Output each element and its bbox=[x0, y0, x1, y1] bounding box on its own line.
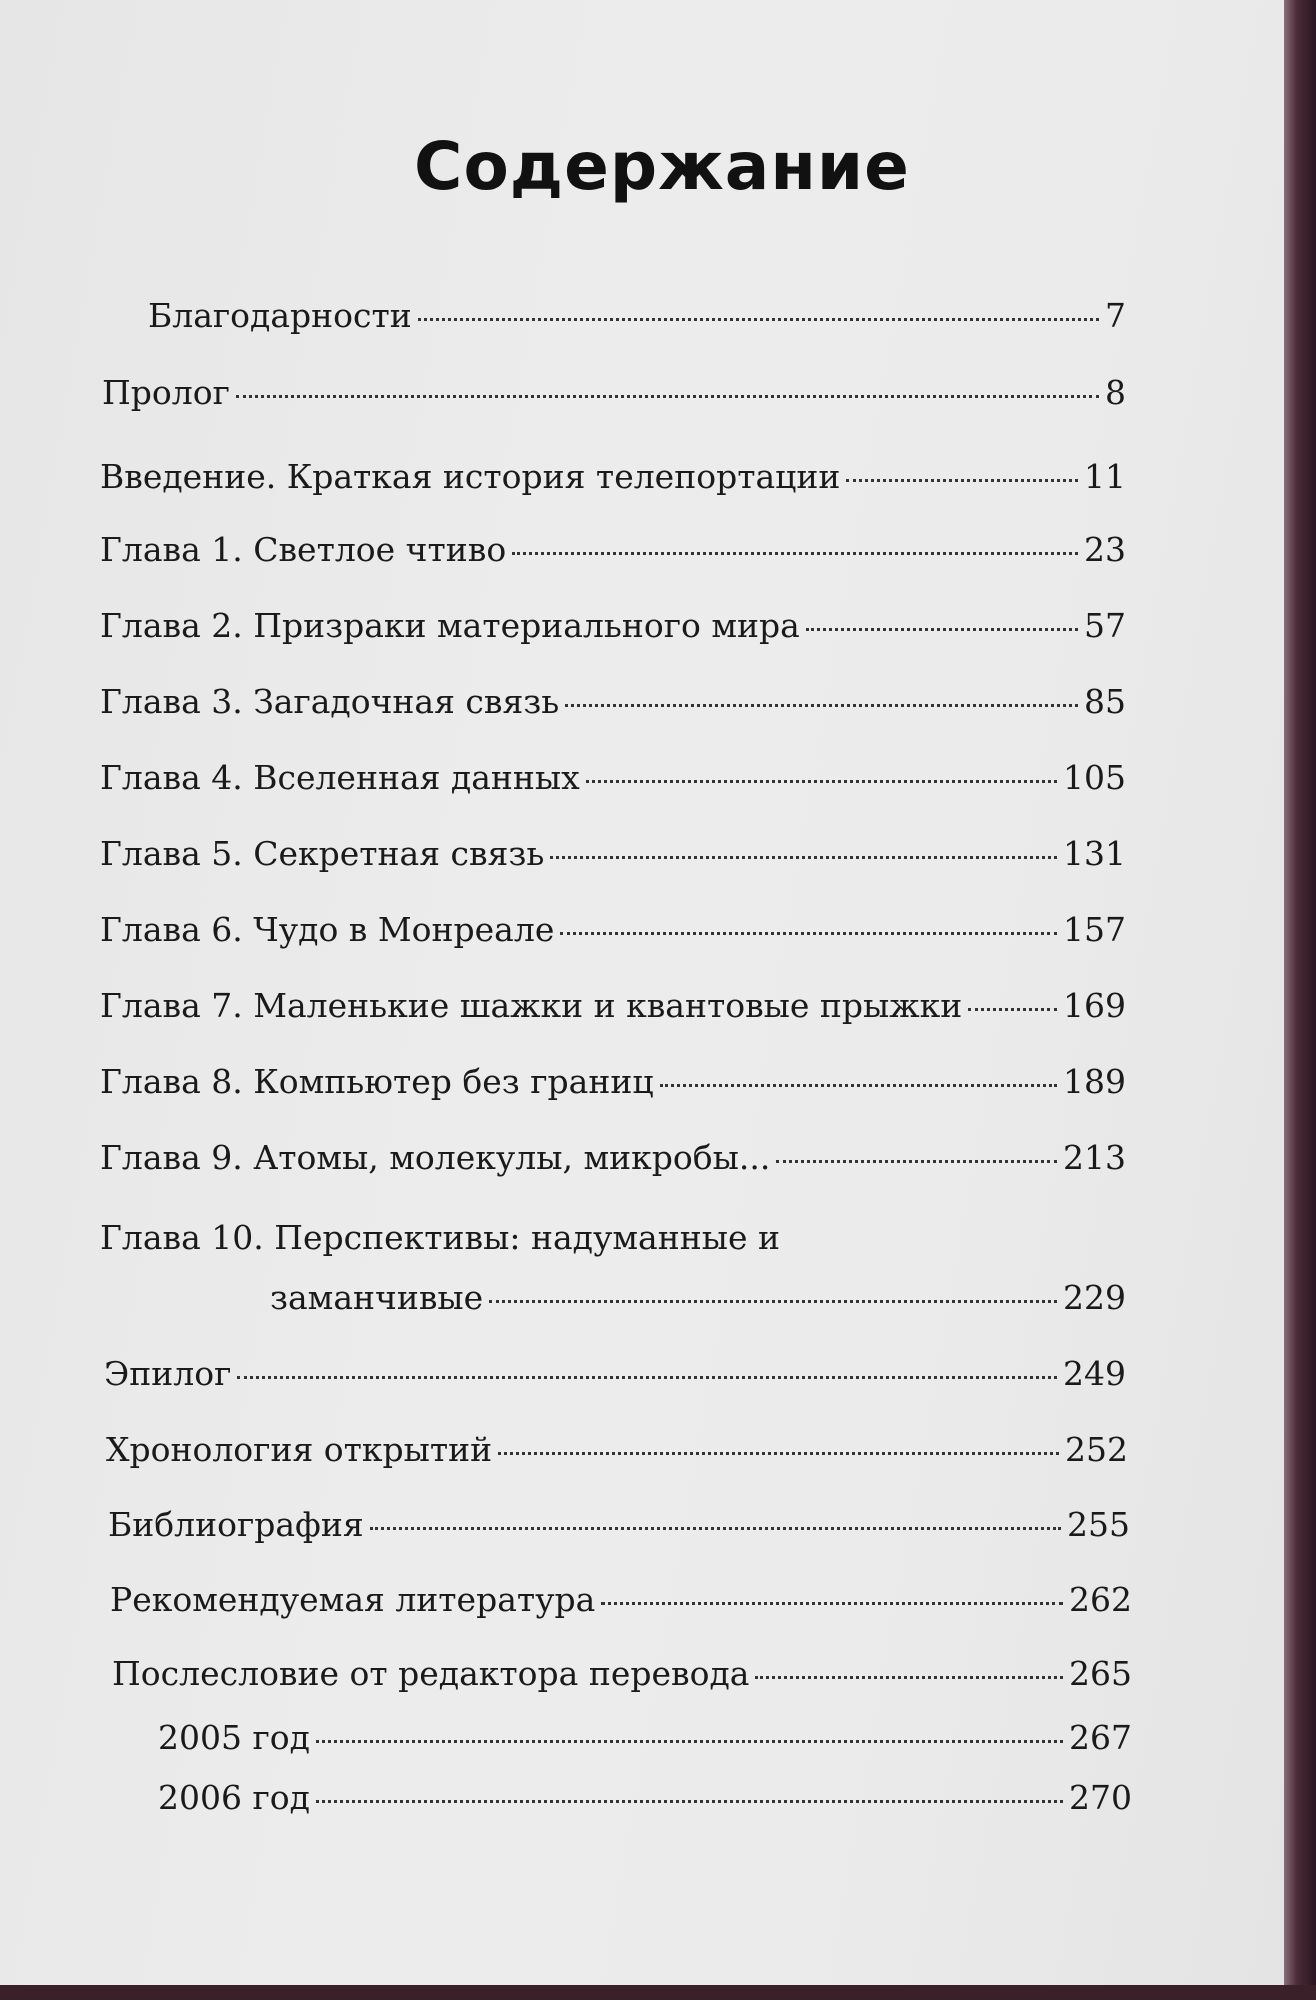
toc-leader-dots bbox=[846, 479, 1078, 482]
toc-entry-label: Рекомендуемая литература bbox=[110, 1580, 596, 1619]
toc-entry-page: 255 bbox=[1067, 1505, 1130, 1544]
toc-entry bbox=[100, 758, 1126, 797]
toc-entry-label: Пролог bbox=[102, 373, 230, 412]
toc-leader-dots bbox=[237, 1376, 1057, 1379]
toc-entry bbox=[148, 296, 1126, 335]
toc-leader-dots bbox=[370, 1527, 1061, 1530]
toc-leader-dots bbox=[565, 704, 1078, 707]
toc-entry-label: 2005 год bbox=[158, 1718, 310, 1757]
toc-leader-dots bbox=[776, 1160, 1057, 1163]
toc-entry-label: Введение. Краткая история телепортации bbox=[100, 457, 841, 496]
toc-entry bbox=[158, 1718, 1132, 1757]
toc-entry bbox=[100, 1138, 1126, 1177]
toc-entry bbox=[100, 986, 1126, 1025]
toc-leader-dots bbox=[601, 1602, 1063, 1605]
toc-entry-page: 262 bbox=[1069, 1580, 1132, 1619]
toc-leader-dots bbox=[806, 628, 1078, 631]
toc-leader-dots bbox=[660, 1084, 1057, 1087]
toc-entry-label-continuation: заманчивые bbox=[270, 1278, 484, 1317]
toc-entry-label: Глава 1. Светлое чтиво bbox=[100, 530, 507, 569]
toc-entry bbox=[100, 682, 1126, 721]
book-edge-bottom bbox=[0, 1985, 1316, 2000]
toc-entry bbox=[112, 1654, 1132, 1693]
page-title: Содержание bbox=[414, 128, 910, 205]
toc-leader-dots bbox=[560, 932, 1057, 935]
toc-entry bbox=[100, 910, 1126, 949]
toc-entry-label: Хронология открытий bbox=[106, 1430, 493, 1469]
toc-entry bbox=[106, 1430, 1128, 1469]
toc-entry-page: 85 bbox=[1084, 682, 1126, 721]
toc-entry bbox=[100, 457, 1126, 496]
toc-entry-page: 229 bbox=[1063, 1278, 1126, 1317]
toc-entry-page: 189 bbox=[1063, 1062, 1126, 1101]
toc-entry-page: 8 bbox=[1105, 373, 1126, 412]
toc-entry-label: Послесловие от редактора перевода bbox=[112, 1654, 750, 1693]
toc-entry bbox=[108, 1505, 1130, 1544]
toc-entry bbox=[100, 530, 1126, 569]
toc-entry-page: 131 bbox=[1063, 834, 1126, 873]
toc-leader-dots bbox=[316, 1740, 1063, 1743]
toc-entry-label: Глава 5. Секретная связь bbox=[100, 834, 545, 873]
toc-entry-label: Глава 7. Маленькие шажки и квантовые прыжки bbox=[100, 986, 963, 1025]
toc-entry bbox=[104, 1354, 1126, 1393]
toc-entry-label: Библиография bbox=[108, 1505, 364, 1544]
toc-leader-dots bbox=[316, 1800, 1063, 1803]
toc-leader-dots bbox=[489, 1300, 1057, 1303]
toc-entry-page: 11 bbox=[1084, 457, 1126, 496]
toc-entry-page: 265 bbox=[1069, 1654, 1132, 1693]
toc-entry bbox=[110, 1580, 1132, 1619]
toc-entry-page: 23 bbox=[1084, 530, 1126, 569]
toc-entry-page: 7 bbox=[1105, 296, 1126, 335]
toc-entry bbox=[100, 834, 1126, 873]
toc-entry-label: Глава 3. Загадочная связь bbox=[100, 682, 560, 721]
toc-entry-page: 157 bbox=[1063, 910, 1126, 949]
toc-entry bbox=[100, 606, 1126, 645]
toc-entry-label: Глава 6. Чудо в Монреале bbox=[100, 910, 555, 949]
toc-entry-page: 213 bbox=[1063, 1138, 1126, 1177]
toc-entry bbox=[158, 1778, 1132, 1817]
toc-entry-page: 249 bbox=[1063, 1354, 1126, 1393]
toc-entry bbox=[100, 1062, 1126, 1101]
toc-entry-label: Глава 9. Атомы, молекулы, микробы... bbox=[100, 1138, 771, 1177]
toc-leader-dots bbox=[236, 395, 1099, 398]
toc-entry-label: 2006 год bbox=[158, 1778, 310, 1817]
toc-entry-page: 252 bbox=[1065, 1430, 1128, 1469]
toc-entry-page: 267 bbox=[1069, 1718, 1132, 1757]
toc-entry-label: Глава 2. Призраки материального мира bbox=[100, 606, 800, 645]
toc-entry-label: Благодарности bbox=[148, 296, 412, 335]
toc-leader-dots bbox=[755, 1676, 1063, 1679]
toc-leader-dots bbox=[586, 780, 1057, 783]
toc-entry-page: 270 bbox=[1069, 1778, 1132, 1817]
toc-entry-label: Эпилог bbox=[104, 1354, 232, 1393]
toc-entry-page: 57 bbox=[1084, 606, 1126, 645]
book-edge bbox=[1284, 0, 1316, 2000]
toc-entry-label: Глава 10. Перспективы: надуманные и bbox=[100, 1218, 780, 1257]
toc-leader-dots bbox=[498, 1452, 1059, 1455]
toc-leader-dots bbox=[418, 318, 1099, 321]
toc-leader-dots bbox=[550, 856, 1057, 859]
toc-entry bbox=[102, 373, 1126, 412]
toc-entry-page: 105 bbox=[1063, 758, 1126, 797]
toc-leader-dots bbox=[968, 1008, 1057, 1011]
toc-leader-dots bbox=[512, 552, 1078, 555]
toc-entry-label: Глава 8. Компьютер без границ bbox=[100, 1062, 654, 1101]
toc-entry-label: Глава 4. Вселенная данных bbox=[100, 758, 580, 797]
toc-entry bbox=[270, 1278, 1126, 1317]
toc-entry-page: 169 bbox=[1063, 986, 1126, 1025]
